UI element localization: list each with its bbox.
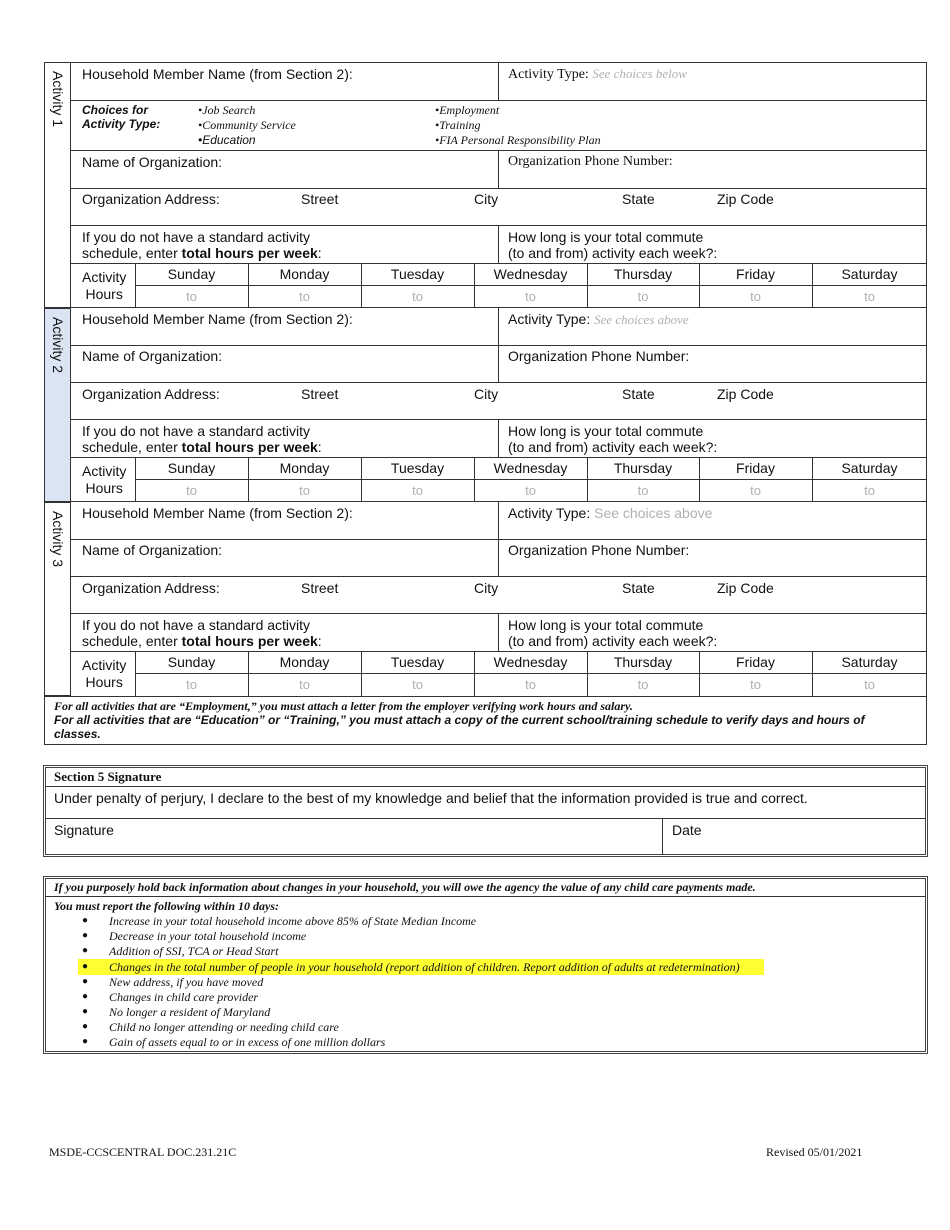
report-item-highlighted: Changes in the total number of people in your household (report addition of children. Report addition of adults at redetermination) xyxy=(109,960,740,974)
a1-hours-friday-field[interactable]: to xyxy=(750,289,761,304)
a2-city-label: City xyxy=(474,386,499,402)
a2-line xyxy=(71,345,927,346)
a3-day-monday: Monday xyxy=(279,654,330,670)
grid-line xyxy=(135,673,927,674)
a1-member-name-label: Household Member Name (from Section 2): xyxy=(82,66,353,82)
bullet-icon: ● xyxy=(82,945,89,956)
a2-line xyxy=(71,457,927,458)
a2-state-label: State xyxy=(622,386,655,402)
a3-line xyxy=(71,651,927,652)
a2-org-name-label: Name of Organization: xyxy=(82,348,223,364)
bullet-icon: ● xyxy=(82,1036,89,1047)
a1-commute-label: How long is your total commute (to and from) activity each week?: xyxy=(508,229,718,261)
a2-activity-hours-label: Activity Hours xyxy=(82,463,127,496)
a3-org-address-label: Organization Address: xyxy=(82,580,220,596)
a3-line xyxy=(71,576,927,577)
reporting-heading: You must report the following within 10 days: xyxy=(54,899,280,913)
a1-hours-saturday-field[interactable]: to xyxy=(864,289,875,304)
a3-day-saturday: Saturday xyxy=(841,654,898,670)
a2-hours-wednesday-field[interactable]: to xyxy=(525,483,536,498)
a1-day-wednesday: Wednesday xyxy=(493,266,568,282)
choice-community-service: •Community Service xyxy=(198,118,296,132)
bullet-icon: ● xyxy=(82,991,89,1002)
bullet-icon: ● xyxy=(82,976,89,987)
a2-day-thursday: Thursday xyxy=(613,460,673,476)
a1-nonstd-label: If you do not have a standard activity schedule, enter total hours per week: xyxy=(82,229,322,261)
signature-label: Signature xyxy=(54,822,114,838)
a3-hours-monday-field[interactable]: to xyxy=(299,677,310,692)
a2-day-sunday: Sunday xyxy=(167,460,216,476)
choice-fia-plan: •FIA Personal Responsibility Plan xyxy=(435,133,601,147)
a1-divider xyxy=(498,62,499,100)
a2-member-name-label: Household Member Name (from Section 2): xyxy=(82,311,353,327)
date-label: Date xyxy=(672,822,702,838)
a2-day-saturday: Saturday xyxy=(841,460,898,476)
a2-hours-thursday-field[interactable]: to xyxy=(637,483,649,498)
a1-hours-thursday-field[interactable]: to xyxy=(637,289,649,304)
activity-3-tab xyxy=(44,502,71,696)
signature-section-title: Section 5 Signature xyxy=(54,769,162,784)
a1-org-phone-label: Organization Phone Number: xyxy=(508,154,673,169)
a3-hours-thursday-field[interactable]: to xyxy=(637,677,649,692)
a3-divider xyxy=(498,613,499,651)
a2-day-monday: Monday xyxy=(279,460,330,476)
a2-line xyxy=(71,419,927,420)
a2-activity-type-hint: See choices above xyxy=(594,312,689,327)
a1-hours-sunday-field[interactable]: to xyxy=(186,289,197,304)
grid-line xyxy=(135,285,927,286)
bullet-icon: ● xyxy=(82,930,89,941)
revised-date: Revised 05/01/2021 xyxy=(766,1145,863,1159)
a3-hours-sunday-field[interactable]: to xyxy=(186,677,197,692)
a3-divider xyxy=(498,501,499,539)
date-field[interactable] xyxy=(663,819,925,854)
a2-hours-saturday-field[interactable]: to xyxy=(864,483,875,498)
a1-day-thursday: Thursday xyxy=(613,266,673,282)
grid-line xyxy=(135,479,927,480)
a1-street-label: Street xyxy=(301,191,339,207)
a3-org-phone-label: Organization Phone Number: xyxy=(508,542,690,558)
bullet-icon: ● xyxy=(82,1021,89,1032)
a2-street-label: Street xyxy=(301,386,339,402)
a3-day-thursday: Thursday xyxy=(613,654,673,670)
a3-activity-type-label: Activity Type: See choices above xyxy=(508,505,713,521)
a3-commute-label: How long is your total commute (to and from) activity each week?: xyxy=(508,617,718,649)
a2-zip-label: Zip Code xyxy=(717,386,774,402)
a2-hours-tuesday-field[interactable]: to xyxy=(412,483,423,498)
a2-divider xyxy=(498,419,499,457)
choice-job-search: •Job Search xyxy=(198,103,256,117)
a3-street-label: Street xyxy=(301,580,339,596)
a3-line xyxy=(71,613,927,614)
a1-hours-wednesday-field[interactable]: to xyxy=(525,289,536,304)
a1-day-saturday: Saturday xyxy=(841,266,898,282)
activity-3-tab-label: Activity 3 xyxy=(49,511,66,568)
activity-separator xyxy=(71,501,927,502)
a2-divider xyxy=(498,307,499,345)
choice-training: •Training xyxy=(435,118,481,132)
a3-activity-type-hint: See choices above xyxy=(594,505,713,521)
report-item: No longer a resident of Maryland xyxy=(109,1005,271,1019)
report-item: Addition of SSI, TCA or Head Start xyxy=(109,944,279,958)
bullet-icon: ● xyxy=(82,961,89,972)
a3-hours-tuesday-field[interactable]: to xyxy=(412,677,423,692)
a3-day-friday: Friday xyxy=(736,654,775,670)
a3-state-label: State xyxy=(622,580,655,596)
report-item: Gain of assets equal to or in excess of one million dollars xyxy=(109,1035,386,1049)
a1-activity-hours-label: Activity Hours xyxy=(82,269,127,302)
report-item: Child no longer attending or needing child care xyxy=(109,1020,339,1034)
a2-hours-friday-field[interactable]: to xyxy=(750,483,761,498)
a2-activity-type-label: Activity Type: See choices above xyxy=(508,311,689,327)
reporting-line xyxy=(45,896,926,897)
employment-attach-note: For all activities that are “Employment,” you must attach a letter from the employer verifying work hours and salary. xyxy=(54,699,633,713)
a1-org-address-label: Organization Address: xyxy=(82,191,220,207)
a3-day-sunday: Sunday xyxy=(167,654,216,670)
activity-separator xyxy=(71,307,927,308)
a2-org-address-label: Organization Address: xyxy=(82,386,220,402)
activity-1-tab-label: Activity 1 xyxy=(49,71,66,128)
a3-line xyxy=(71,539,927,540)
a1-day-sunday: Sunday xyxy=(167,266,216,282)
education-attach-note: For all activities that are “Education” or “Training,” you must attach a copy of the current school/training schedule to verify days and hours of classes. xyxy=(54,713,865,741)
a3-city-label: City xyxy=(474,580,499,596)
bullet-icon: ● xyxy=(82,1006,89,1017)
a3-day-tuesday: Tuesday xyxy=(390,654,445,670)
report-item: New address, if you have moved xyxy=(109,975,264,989)
a3-member-name-label: Household Member Name (from Section 2): xyxy=(82,505,353,521)
a1-day-monday: Monday xyxy=(279,266,330,282)
a1-hours-tuesday-field[interactable]: to xyxy=(412,289,423,304)
bullet-icon: ● xyxy=(82,915,89,926)
a1-zip-label: Zip Code xyxy=(717,191,774,207)
a3-day-wednesday: Wednesday xyxy=(493,654,568,670)
a2-commute-label: How long is your total commute (to and from) activity each week?: xyxy=(508,423,718,455)
report-item: Increase in your total household income above 85% of State Median Income xyxy=(109,914,477,928)
a1-divider xyxy=(498,225,499,263)
a1-line xyxy=(71,150,927,151)
choice-employment: •Employment xyxy=(435,103,500,117)
activity-2-tab-label: Activity 2 xyxy=(49,317,66,374)
a1-state-label: State xyxy=(622,191,655,207)
a3-hours-friday-field[interactable]: to xyxy=(750,677,761,692)
doc-id: MSDE-CCSCENTRAL DOC.231.21C xyxy=(49,1145,237,1159)
report-item: Changes in child care provider xyxy=(109,990,259,1004)
a3-hours-wednesday-field[interactable]: to xyxy=(525,677,536,692)
a1-activity-type-label: Activity Type: See choices below xyxy=(508,66,687,82)
a1-day-friday: Friday xyxy=(736,266,775,282)
a2-hours-monday-field[interactable]: to xyxy=(299,483,310,498)
report-item: Decrease in your total household income xyxy=(109,929,307,943)
a2-nonstd-label: If you do not have a standard activity schedule, enter total hours per week: xyxy=(82,423,322,455)
a2-day-friday: Friday xyxy=(736,460,775,476)
perjury-declaration: Under penalty of perjury, I declare to the best of my knowledge and belief that the information provided is true and correct. xyxy=(54,790,808,806)
a1-divider xyxy=(498,150,499,188)
activity-1-tab xyxy=(44,62,71,308)
a1-hours-monday-field[interactable]: to xyxy=(299,289,310,304)
a1-activity-type-hint: See choices below xyxy=(592,66,687,81)
a1-line xyxy=(71,100,927,101)
signature-line xyxy=(45,786,926,787)
a3-nonstd-label: If you do not have a standard activity schedule, enter total hours per week: xyxy=(82,617,322,649)
notes-separator xyxy=(44,696,927,697)
a2-day-wednesday: Wednesday xyxy=(493,460,568,476)
a3-hours-saturday-field[interactable]: to xyxy=(864,677,875,692)
a3-activity-hours-label: Activity Hours xyxy=(82,657,127,690)
a1-org-name-label: Name of Organization: xyxy=(82,154,223,170)
a2-hours-sunday-field[interactable]: to xyxy=(186,483,197,498)
a1-city-label: City xyxy=(474,191,499,207)
choices-title: Choices for Activity Type: xyxy=(82,103,161,131)
a1-line xyxy=(71,263,927,264)
a3-org-name-label: Name of Organization: xyxy=(82,542,223,558)
activity-2-tab xyxy=(44,308,71,502)
withholding-warning: If you purposely hold back information about changes in your household, you will owe the agency the value of any child care payments made. xyxy=(54,880,756,894)
a2-line xyxy=(71,382,927,383)
signature-field[interactable] xyxy=(45,819,662,854)
a3-divider xyxy=(498,539,499,576)
a1-day-tuesday: Tuesday xyxy=(390,266,445,282)
choice-education: •Education xyxy=(198,133,256,147)
a3-zip-label: Zip Code xyxy=(717,580,774,596)
a2-day-tuesday: Tuesday xyxy=(390,460,445,476)
a2-org-phone-label: Organization Phone Number: xyxy=(508,348,690,364)
a1-line xyxy=(71,225,927,226)
a1-line xyxy=(71,188,927,189)
a2-divider xyxy=(498,345,499,382)
